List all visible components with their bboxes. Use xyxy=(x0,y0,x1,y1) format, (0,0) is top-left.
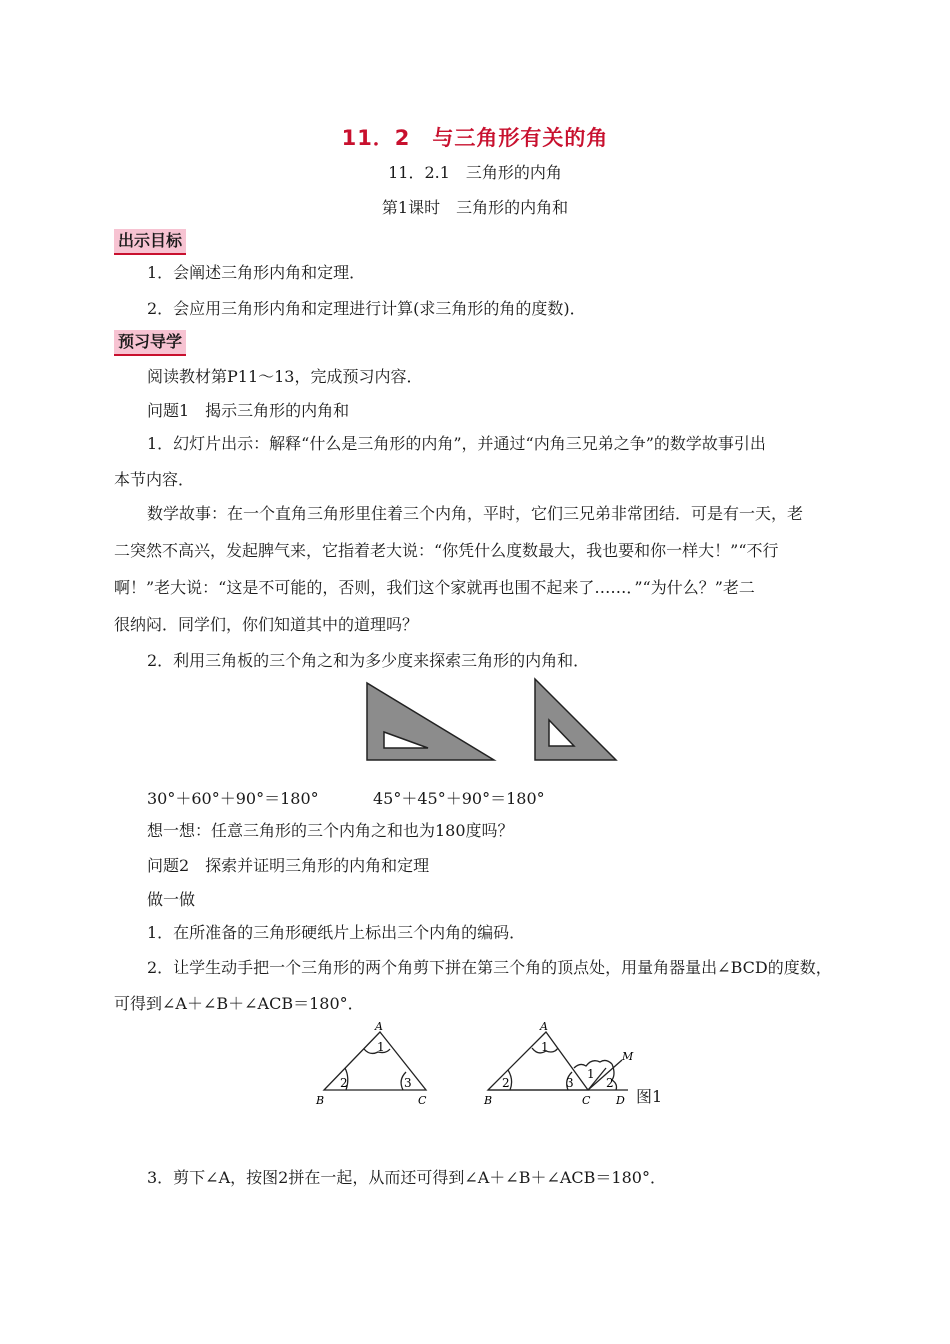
label-a-left: A xyxy=(375,1020,383,1033)
angle-2-right-moved: 2 xyxy=(606,1076,614,1090)
story-line-2: 二突然不高兴，发起脾气来，它指着老大说：“你凭什么度数最大，我也要和你一样大！”“不行 xyxy=(114,541,779,560)
section-subtitle: 11．2.1 三角形的内角 xyxy=(388,163,562,182)
angle-1-left: 1 xyxy=(377,1040,385,1054)
figure-caption: 图1 xyxy=(636,1087,663,1106)
label-c-right: C xyxy=(582,1094,591,1107)
preview-intro: 阅读教材第P11～13，完成预习内容． xyxy=(147,367,423,386)
set-square-45-45-icon xyxy=(535,679,616,760)
label-d-right: D xyxy=(616,1094,625,1107)
triangle-angle-figure xyxy=(310,1018,680,1110)
q2-item-1: 1．在所准备的三角形硬纸片上标出三个内角的编码． xyxy=(147,923,526,942)
question-1-title: 问题1 揭示三角形的内角和 xyxy=(147,401,350,420)
story-line-1: 数学故事：在一个直角三角形里住着三个内角，平时，它们三兄弟非常团结．可是有一天，老 xyxy=(147,504,804,523)
q1-item-2: 2．利用三角板的三个角之和为多少度来探索三角形的内角和． xyxy=(147,651,590,670)
story-line-3: 啊！”老大说：“这是不可能的，否则，我们这个家就再也围不起来了……．”“为什么？”老二 xyxy=(114,578,755,597)
angle-1-right-moved: 1 xyxy=(587,1067,595,1081)
set-square-30-60-icon xyxy=(367,683,494,760)
label-b-left: B xyxy=(316,1094,325,1107)
angle-3-right: 3 xyxy=(566,1076,574,1090)
angle-2-right-bottom: 2 xyxy=(502,1076,510,1090)
objective-item-1: 1．会阐述三角形内角和定理． xyxy=(147,263,366,282)
think-prompt: 想一想：任意三角形的三个内角之和也为180度吗？ xyxy=(147,821,514,840)
question-2-title: 问题2 探索并证明三角形的内角和定理 xyxy=(147,856,430,875)
label-m-right: M xyxy=(622,1050,634,1063)
section-tag-preview: 预习导学 xyxy=(114,330,186,356)
q2-item-2-line1: 2．让学生动手把一个三角形的两个角剪下拼在第三个角的顶点处，用量角器量出∠BCD的度数， xyxy=(147,958,832,977)
q2-item-3: 3．剪下∠A，按图2拼在一起，从而还可得到∠A＋∠B＋∠ACB＝180°． xyxy=(147,1168,666,1187)
label-c-left: C xyxy=(418,1094,427,1107)
section-tag-objectives: 出示目标 xyxy=(114,229,186,255)
label-b-right: B xyxy=(484,1094,493,1107)
set-squares-figure xyxy=(360,676,620,766)
angle-2-left: 2 xyxy=(340,1076,348,1090)
q2-item-2-line2: 可得到∠A＋∠B＋∠ACB＝180°． xyxy=(114,994,364,1013)
angle-1-right-top: 1 xyxy=(541,1040,549,1054)
equation-45-45-90: 45°＋45°＋90°＝180° xyxy=(373,789,545,808)
q1-item-1-line2: 本节内容． xyxy=(114,470,195,489)
story-line-4: 很纳闷．同学们，你们知道其中的道理吗？ xyxy=(114,615,419,634)
equation-30-60-90: 30°＋60°＋90°＝180° xyxy=(147,789,319,808)
q1-item-1-line1: 1．幻灯片出示：解释“什么是三角形的内角”，并通过“内角三兄弟之争”的数学故事引出 xyxy=(147,434,766,453)
angle-3-left: 3 xyxy=(404,1076,412,1090)
do-it-label: 做一做 xyxy=(147,890,196,909)
lesson-title: 第1课时 三角形的内角和 xyxy=(381,198,569,217)
label-a-right: A xyxy=(540,1020,548,1033)
objective-item-2: 2．会应用三角形内角和定理进行计算(求三角形的角的度数)． xyxy=(147,299,586,318)
page-title: 11．2 与三角形有关的角 xyxy=(341,126,609,150)
